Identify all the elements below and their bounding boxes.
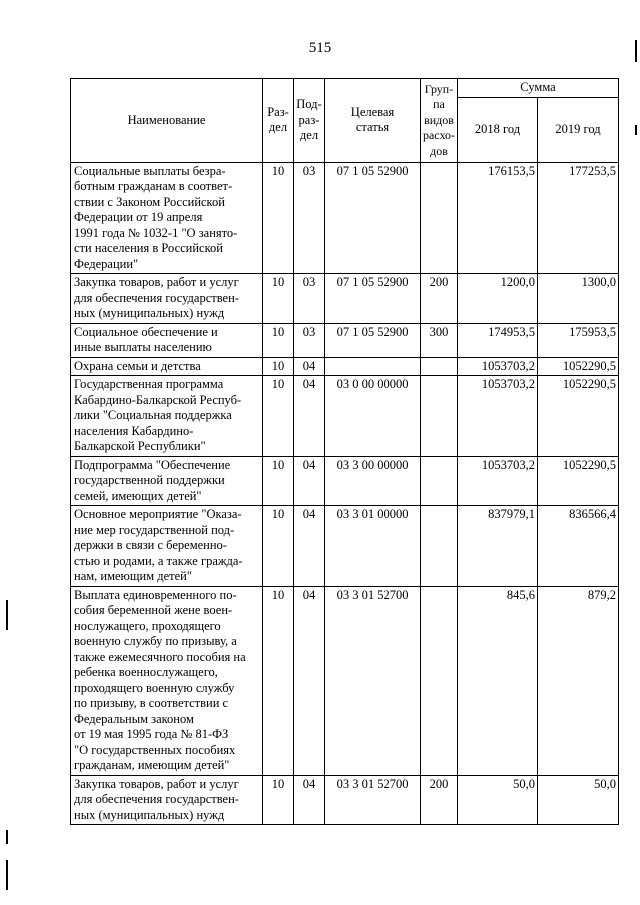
row-name: Выплата единовременного по- собия беременной жене воен- нослужащего, проходящего военную службу по призыву, а также ежемесячного пособия на ребенка военнослужащего, проходящего военную службу по призыву, в соответствии с Федеральным законом от 19 мая 1995 года № 81-ФЗ "О государственных пособиях гражданам, имеющим детей" [71, 586, 263, 775]
row-celevaya-statya: 07 1 05 52900 [325, 162, 421, 274]
row-sum-2018: 845,6 [458, 586, 538, 775]
row-vid-rashodov [421, 506, 458, 587]
row-razdel: 10 [263, 162, 294, 274]
row-sum-2018: 1200,0 [458, 274, 538, 324]
row-sum-2019: 50,0 [538, 775, 619, 825]
row-vid-rashodov [421, 456, 458, 506]
row-name: Социальные выплаты безра- ботным гражданам в соответ- ствии с Законом Российской Федерации от 19 апреля 1991 года № 1032-1 "О занято- сти населения в Российской Федерации" [71, 162, 263, 274]
row-sum-2019: 1300,0 [538, 274, 619, 324]
header-gruppa: Груп- па видов расхо- дов [421, 79, 458, 163]
row-sum-2018: 837979,1 [458, 506, 538, 587]
row-razdel: 10 [263, 456, 294, 506]
table-row [71, 162, 619, 274]
row-razdel: 10 [263, 357, 294, 376]
row-podrazdel: 04 [294, 357, 325, 376]
row-name: Государственная программа Кабардино-Балкарской Респуб- лики "Социальная поддержка населения Кабардино- Балкарской Республики" [71, 376, 263, 457]
table-row [71, 775, 619, 825]
row-sum-2018: 1053703,2 [458, 357, 538, 376]
row-vid-rashodov: 300 [421, 323, 458, 357]
row-razdel: 10 [263, 323, 294, 357]
row-vid-rashodov: 200 [421, 775, 458, 825]
row-name: Подпрограмма "Обеспечение государственной поддержки семей, имеющих детей" [71, 456, 263, 506]
table-row [71, 274, 619, 324]
header-razdel: Раз- дел [263, 79, 294, 163]
row-podrazdel: 04 [294, 456, 325, 506]
row-razdel: 10 [263, 376, 294, 457]
row-podrazdel: 04 [294, 775, 325, 825]
row-celevaya-statya: 03 3 00 00000 [325, 456, 421, 506]
row-razdel: 10 [263, 506, 294, 587]
row-celevaya-statya: 07 1 05 52900 [325, 274, 421, 324]
row-podrazdel: 03 [294, 274, 325, 324]
row-sum-2018: 176153,5 [458, 162, 538, 274]
row-sum-2019: 175953,5 [538, 323, 619, 357]
header-summa: Сумма [458, 79, 619, 98]
row-sum-2019: 177253,5 [538, 162, 619, 274]
row-celevaya-statya [325, 357, 421, 376]
row-vid-rashodov [421, 586, 458, 775]
table-row [71, 323, 619, 357]
scan-edge-mark [6, 860, 8, 890]
row-celevaya-statya: 03 3 01 00000 [325, 506, 421, 587]
row-name: Охрана семьи и детства [71, 357, 263, 376]
row-podrazdel: 04 [294, 586, 325, 775]
table-row [71, 456, 619, 506]
row-razdel: 10 [263, 274, 294, 324]
header-year-2018: 2018 год [458, 97, 538, 162]
row-podrazdel: 03 [294, 323, 325, 357]
header-celevaya: Целевая статья [325, 79, 421, 163]
row-podrazdel: 03 [294, 162, 325, 274]
table-row [71, 506, 619, 587]
row-sum-2018: 1053703,2 [458, 376, 538, 457]
row-sum-2019: 1052290,5 [538, 357, 619, 376]
scan-edge-mark [6, 600, 8, 630]
table-row [71, 376, 619, 457]
row-celevaya-statya: 03 0 00 00000 [325, 376, 421, 457]
row-razdel: 10 [263, 775, 294, 825]
header-name: Наименование [71, 79, 263, 163]
scan-edge-mark [635, 40, 637, 62]
row-name: Социальное обеспечение и иные выплаты населению [71, 323, 263, 357]
table-row [71, 357, 619, 376]
row-sum-2018: 174953,5 [458, 323, 538, 357]
row-razdel: 10 [263, 586, 294, 775]
budget-table [70, 78, 619, 825]
row-vid-rashodov [421, 376, 458, 457]
row-celevaya-statya: 03 3 01 52700 [325, 775, 421, 825]
row-sum-2019: 1052290,5 [538, 376, 619, 457]
row-vid-rashodov [421, 162, 458, 274]
row-podrazdel: 04 [294, 506, 325, 587]
row-sum-2018: 1053703,2 [458, 456, 538, 506]
scan-edge-mark [635, 125, 637, 135]
row-sum-2018: 50,0 [458, 775, 538, 825]
row-vid-rashodov [421, 357, 458, 376]
row-name: Закупка товаров, работ и услуг для обеспечения государствен- ных (муниципальных) нужд [71, 274, 263, 324]
row-name: Основное мероприятие "Оказа- ние мер государственной под- держки в связи с беременно- стью и родами, а также гражда- нам, имеющим детей" [71, 506, 263, 587]
row-sum-2019: 879,2 [538, 586, 619, 775]
row-sum-2019: 836566,4 [538, 506, 619, 587]
header-podrazdel: Под- раз- дел [294, 79, 325, 163]
row-celevaya-statya: 03 3 01 52700 [325, 586, 421, 775]
scan-edge-mark [6, 830, 8, 844]
row-podrazdel: 04 [294, 376, 325, 457]
row-sum-2019: 1052290,5 [538, 456, 619, 506]
header-year-2019: 2019 год [538, 97, 619, 162]
row-name: Закупка товаров, работ и услуг для обеспечения государствен- ных (муниципальных) нужд [71, 775, 263, 825]
table-row [71, 586, 619, 775]
page-number: 515 [308, 40, 332, 56]
row-celevaya-statya: 07 1 05 52900 [325, 323, 421, 357]
row-vid-rashodov: 200 [421, 274, 458, 324]
